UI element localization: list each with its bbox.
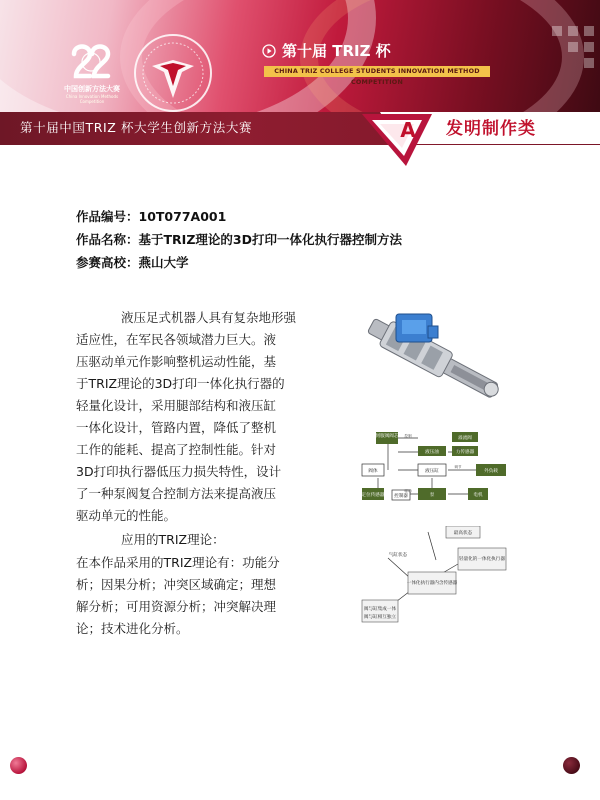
work-id-value: 10T077A001 [138, 209, 227, 224]
grid-pattern-icon [548, 20, 600, 120]
applied-theory-line: 析；因果分析；冲突区域确定；理想 [76, 577, 277, 592]
fig2-box-label: 液压油 [425, 450, 439, 455]
fig2-edge-label: 测量 [454, 447, 462, 451]
competition-title: 第十届中国TRIZ 杯大学生创新方法大赛 [20, 120, 253, 135]
work-name-key: 作品名称： [76, 232, 139, 247]
description-line: 于TRIZ理论的3D打印一体化执行器的 [76, 376, 285, 391]
fig2-edge-label: 控制 [404, 434, 412, 438]
fig2-box-label: 液压缸 [425, 469, 439, 474]
description-line: 驱动单元的性能。 [76, 508, 177, 523]
applied-theory-text [76, 552, 348, 640]
applied-theory-line: 论；技术进化分析。 [76, 621, 189, 636]
fig2-box-label: 力传感器 [455, 450, 475, 455]
description-line: 轻量化设计，采用腿部结构和液压缸 [76, 398, 277, 413]
work-name-line [76, 230, 402, 248]
fig3-box-label: 最高状态 [453, 531, 473, 536]
fig2-box-label: 电机 [473, 493, 483, 498]
school-line [76, 253, 189, 271]
description-line: 压驱动单元作影响整机运动性能，基 [76, 354, 277, 369]
fig3-box-label: 气缸状态 [388, 553, 408, 558]
work-id-line [76, 207, 226, 225]
applied-theory-line: 在本作品采用的TRIZ理论有：功能分 [76, 555, 280, 570]
fig2-box-label: 外负载 [484, 469, 498, 474]
description-line: 液压足式机器人具有复杂地形强 [121, 310, 297, 325]
fig2-box-label: 定位传感器 [361, 493, 385, 498]
description-line: 工作的能耗、提高了控制性能。针对 [76, 442, 277, 457]
logo-en-label: China Innovation Methods Competition [65, 94, 119, 104]
fig3-box-label: 阀与缸相互独立 [363, 615, 397, 620]
work-name-value: 基于TRIZ理论的3D打印一体化执行器控制方法 [138, 232, 402, 247]
school-key: 参赛高校： [76, 255, 139, 270]
evolution-analysis-diagram [358, 526, 518, 634]
fig2-box-label: 溢流阀 [458, 436, 472, 441]
play-arrow-icon [262, 44, 276, 58]
description-text [76, 307, 346, 527]
fig2-box-label: 泵 [429, 493, 435, 498]
fig2-box-label: 控制器 [394, 494, 408, 499]
fig2-box-label: 伺服阀阀芯 [375, 434, 399, 439]
fig2-edge-label: 驱动 [404, 489, 412, 493]
cup-title: 第十届 TRIZ 杯 [282, 42, 391, 60]
category-label: 发明制作类 [446, 119, 536, 139]
school-value: 燕山大学 [138, 255, 189, 270]
applied-theory-title: 应用的TRIZ理论： [121, 532, 225, 547]
fig3-box-label: 一体化执行器内含传感器 [406, 581, 458, 586]
logo-cn-label: 中国创新方法大赛 [64, 85, 120, 93]
cimc-logo-icon [68, 40, 114, 82]
function-analysis-diagram [358, 430, 518, 512]
triz-emblem-icon [136, 36, 210, 110]
description-line: 了一种泵阀复合控制方法来提高液压 [76, 486, 277, 501]
category-letter: A [400, 118, 416, 142]
fig2-edge-label: 调节 [454, 465, 462, 469]
actuator-render-image [358, 308, 506, 413]
description-line: 3D打印执行器低压力损失特性，设计 [76, 464, 282, 479]
fig3-box-label: 阀与缸集成一体 [363, 607, 397, 612]
work-id-key: 作品编号： [76, 209, 139, 224]
cup-subtitle: CHINA TRIZ COLLEGE STUDENTS INNOVATION METHOD COMPETITION [264, 66, 490, 77]
applied-theory-line: 解分析；可用资源分析；冲突解决理 [76, 599, 277, 614]
fig3-box-label: 轻量化的一体化执行器 [459, 557, 505, 562]
fig2-box-label: 阀体 [368, 469, 378, 474]
triz-cup-emblem [134, 34, 212, 112]
description-line: 适应性，在军民各领域潜力巨大。液 [76, 332, 277, 347]
decor-dot-icon [563, 757, 580, 774]
competition-logo [52, 40, 132, 106]
decor-dot-icon [10, 757, 27, 774]
description-line: 一体化设计，管路内置，降低了整机 [76, 420, 277, 435]
